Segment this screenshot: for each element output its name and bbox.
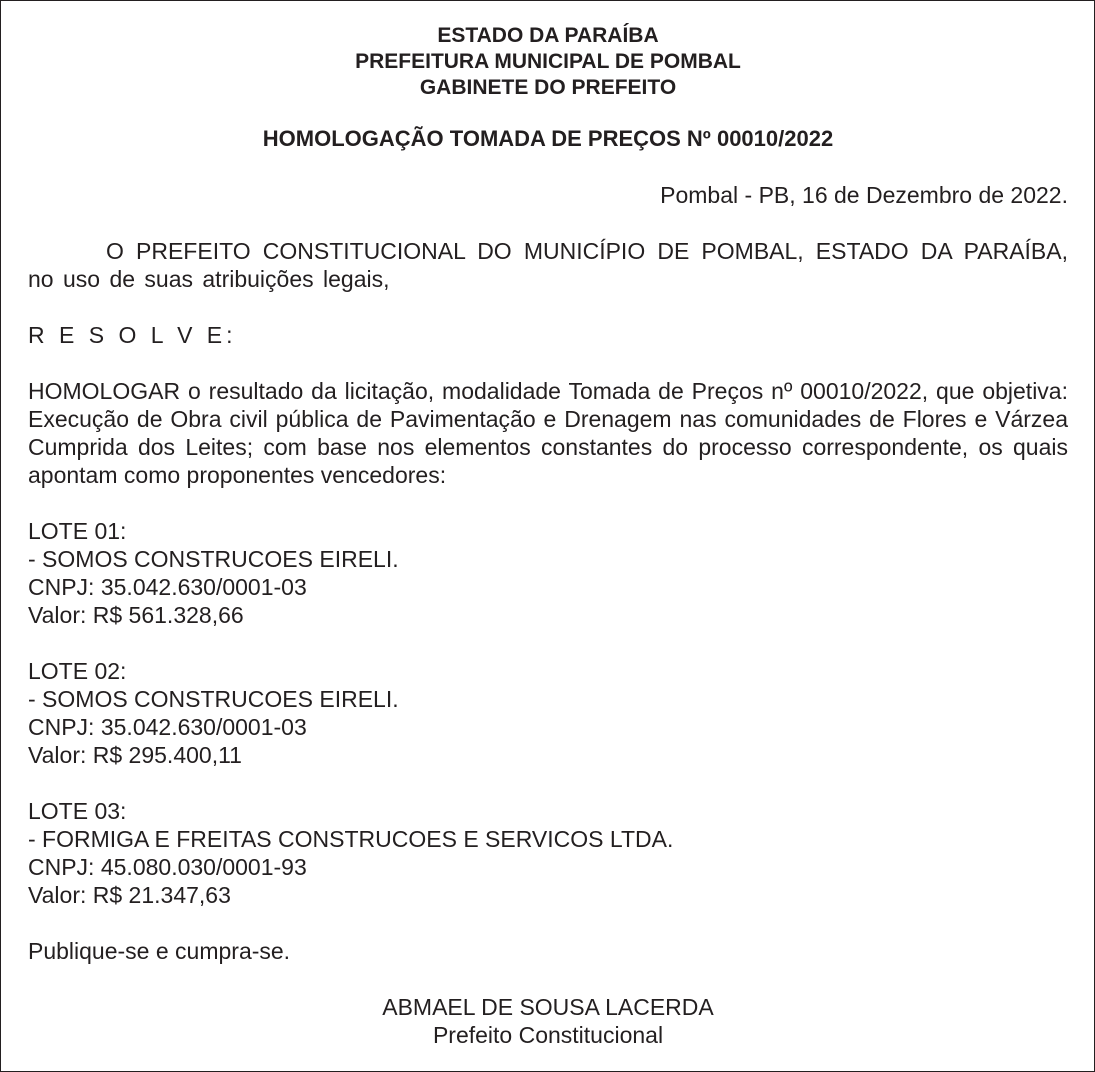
lot-company: - FORMIGA E FREITAS CONSTRUCOES E SERVICOS LTDA. — [28, 826, 674, 852]
lot-company: - SOMOS CONSTRUCOES EIRELI. — [28, 546, 399, 572]
lot-block-2 — [28, 657, 1068, 769]
lot-cnpj: CNPJ: 45.080.030/0001-93 — [28, 854, 307, 880]
lot-block-3 — [28, 797, 1068, 909]
header-office: GABINETE DO PREFEITO — [419, 76, 677, 99]
document-header — [28, 23, 1068, 101]
document-title: HOMOLOGAÇÃO TOMADA DE PREÇOS Nº 00010/2022 — [262, 126, 834, 151]
lot-value: Valor: R$ 295.400,11 — [28, 742, 242, 768]
lot-value: Valor: R$ 21.347,63 — [28, 882, 231, 908]
lot-label: LOTE 01: — [28, 518, 127, 544]
intro-paragraph: O PREFEITO CONSTITUCIONAL DO MUNICÍPIO DE POMBAL, ESTADO DA PARAÍBA, no uso de suas atribuições legais, — [28, 238, 1068, 292]
homologation-paragraph: HOMOLOGAR o resultado da licitação, modalidade Tomada de Preços nº 00010/2022, que objetiva: Execução de Obra civil pública de Pavimentação e Drenagem nas comunidades de Flores e Várzea Cumprida dos Leites; com base nos elementos constantes do processo correspondente, os quais apontam como proponentes vencedores: — [28, 378, 1068, 488]
header-municipality: PREFEITURA MUNICIPAL DE POMBAL — [355, 50, 741, 73]
signature-block — [28, 993, 1068, 1049]
document-date: Pombal - PB, 16 de Dezembro de 2022. — [660, 182, 1068, 208]
lot-cnpj: CNPJ: 35.042.630/0001-03 — [28, 714, 307, 740]
lot-cnpj: CNPJ: 35.042.630/0001-03 — [28, 574, 307, 600]
lot-company: - SOMOS CONSTRUCOES EIRELI. — [28, 686, 399, 712]
resolve-heading: R E S O L V E: — [28, 322, 237, 348]
header-state: ESTADO DA PARAÍBA — [437, 24, 659, 47]
lot-block-1 — [28, 517, 1068, 629]
lot-label: LOTE 03: — [28, 798, 127, 824]
signatory-name: ABMAEL DE SOUSA LACERDA — [382, 994, 714, 1020]
lot-label: LOTE 02: — [28, 658, 127, 684]
closing-statement: Publique-se e cumpra-se. — [28, 938, 291, 964]
signatory-role: Prefeito Constitucional — [432, 1022, 664, 1048]
lot-value: Valor: R$ 561.328,66 — [28, 602, 244, 628]
